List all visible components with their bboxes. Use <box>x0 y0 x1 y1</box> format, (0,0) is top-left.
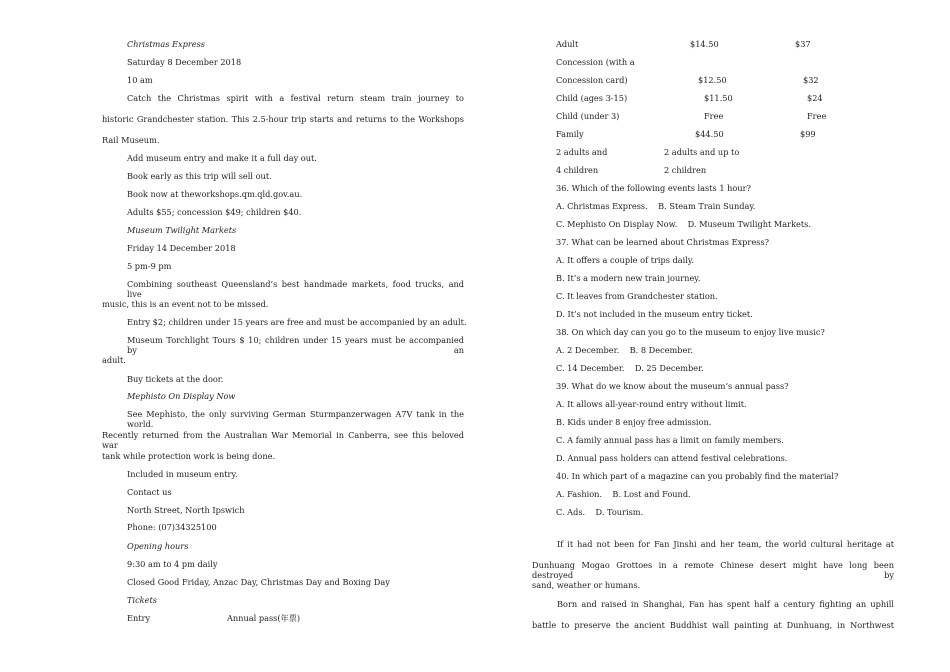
twilight-markets-title: Museum Twilight Markets <box>127 225 237 235</box>
tickets-title: Tickets <box>127 595 157 605</box>
question-37: 37. What can be learned about Christmas Express? <box>556 237 769 247</box>
mephisto-title: Mephisto On Display Now <box>127 391 236 401</box>
question-38-options-cd: C. 14 December. D. 25 December. <box>556 363 704 373</box>
question-39-option-c: C. A family annual pass has a limit on family members. <box>556 435 784 445</box>
question-39-option-b: B. Kids under 8 enjoy free admission. <box>556 417 712 427</box>
ticket-row-entry: 2 adults and up to <box>664 147 740 157</box>
question-37-option-b: B. It’s a modern new train journey. <box>556 273 701 283</box>
contact-address: North Street, North Ipswich <box>127 505 245 515</box>
twilight-markets-time: 5 pm-9 pm <box>127 261 172 271</box>
tickets-header-annual-pass: Annual pass(年票) <box>227 613 301 623</box>
ticket-row-label: Concession card) <box>556 75 628 85</box>
twilight-markets-desc-line1: Combining southeast Queensland’s best handmade markets, food trucks, and live <box>127 279 464 299</box>
question-38-options-ab: A. 2 December. B. 8 December. <box>556 345 693 355</box>
torchlight-tours-line2: adult. <box>102 355 126 365</box>
question-38: 38. On which day can you go to the museum to enjoy live music? <box>556 327 825 337</box>
ticket-row-entry: $14.50 <box>690 39 719 49</box>
ticket-row-label: Child (ages 3-15) <box>556 93 628 103</box>
christmas-express-desc-line3: Rail Museum. <box>102 135 160 145</box>
question-39-option-d: D. Annual pass holders can attend festival celebrations. <box>556 453 788 463</box>
ticket-row-pass: $32 <box>803 75 819 85</box>
question-37-option-d: D. It’s not included in the museum entry ticket. <box>556 309 753 319</box>
christmas-express-add-entry: Add museum entry and make it a full day out. <box>127 153 317 163</box>
twilight-markets-desc-line2: music, this is an event not to be missed. <box>102 299 269 309</box>
passage-c-p1-line1: If it had not been for Fan Jinshi and her team, the world cultural heritage at <box>557 539 894 549</box>
christmas-express-desc-line2: historic Grandchester station. This 2.5-hour trip starts and returns to the Workshops <box>102 114 464 124</box>
mephisto-desc-line1: See Mephisto, the only surviving German Sturmpanzerwagen A7V tank in the world. <box>127 409 464 429</box>
ticket-row-entry: Free <box>704 111 724 121</box>
contact-title: Contact us <box>127 487 172 497</box>
ticket-row-entry: 2 children <box>664 165 707 175</box>
mephisto-desc-line2: Recently returned from the Australian War Memorial in Canberra, see this beloved war <box>102 430 464 450</box>
christmas-express-book-early: Book early as this trip will sell out. <box>127 171 272 181</box>
ticket-row-entry: $12.50 <box>698 75 727 85</box>
christmas-express-book-now: Book now at theworkshops.qm.qld.gov.au. <box>127 189 303 199</box>
passage-c-p1-line3: sand, weather or humans. <box>532 580 641 590</box>
christmas-express-title: Christmas Express <box>127 39 206 49</box>
christmas-express-desc-line1: Catch the Christmas spirit with a festival return steam train journey to <box>127 93 464 103</box>
mephisto-included: Included in museum entry. <box>127 469 238 479</box>
ticket-row-label: 4 children <box>556 165 599 175</box>
question-36-options-ab: A. Christmas Express. B. Steam Train Sunday. <box>556 201 756 211</box>
christmas-express-prices: Adults $55; concession $49; children $40. <box>127 207 302 217</box>
question-36-options-cd: C. Mephisto On Display Now. D. Museum Twilight Markets. <box>556 219 811 229</box>
ticket-row-pass: $99 <box>800 129 816 139</box>
question-40-options-ab: A. Fashion. B. Lost and Found. <box>556 489 691 499</box>
ticket-row-pass: $24 <box>807 93 823 103</box>
ticket-row-entry: $44.50 <box>695 129 724 139</box>
ticket-row-label: Child (under 3) <box>556 111 620 121</box>
christmas-express-date: Saturday 8 December 2018 <box>127 57 242 67</box>
ticket-row-entry: $11.50 <box>704 93 733 103</box>
twilight-markets-entry: Entry $2; children under 15 years are free and must be accompanied by an adult. <box>127 317 467 327</box>
question-37-option-c: C. It leaves from Grandchester station. <box>556 291 718 301</box>
question-39-option-a: A. It allows all-year-round entry without limit. <box>556 399 747 409</box>
torchlight-tours-line1: Museum Torchlight Tours $ 10; children under 15 years must be accompanied by an <box>127 335 464 355</box>
mephisto-desc-line3: tank while protection work is being done. <box>102 451 276 461</box>
tickets-header-entry: Entry <box>127 613 151 623</box>
ticket-row-label: Concession (with a <box>556 57 635 67</box>
question-40: 40. In which part of a magazine can you probably find the material? <box>556 471 839 481</box>
ticket-row-pass: $37 <box>795 39 811 49</box>
question-39: 39. What do we know about the museum’s annual pass? <box>556 381 789 391</box>
contact-phone: Phone: (07)34325100 <box>127 522 217 532</box>
twilight-markets-date: Friday 14 December 2018 <box>127 243 236 253</box>
opening-hours-closed: Closed Good Friday, Anzac Day, Christmas Day and Boxing Day <box>127 577 390 587</box>
buy-tickets-door: Buy tickets at the door. <box>127 374 224 384</box>
passage-c-p2-line2: battle to preserve the ancient Buddhist wall painting at Dunhuang, in Northwest <box>532 620 894 630</box>
ticket-row-label: Family <box>556 129 584 139</box>
question-36: 36. Which of the following events lasts 1 hour? <box>556 183 751 193</box>
question-40-options-cd: C. Ads. D. Tourism. <box>556 507 644 517</box>
ticket-row-label: Adult <box>556 39 579 49</box>
passage-c-p1-line2: Dunhuang Mogao Grottoes in a remote Chinese desert might have long been destroyed by <box>532 560 894 580</box>
ticket-row-label: 2 adults and <box>556 147 608 157</box>
opening-hours-title: Opening hours <box>127 541 189 551</box>
ticket-row-pass: Free <box>807 111 827 121</box>
question-37-option-a: A. It offers a couple of trips daily. <box>556 255 695 265</box>
passage-c-p2-line1: Born and raised in Shanghai, Fan has spent half a century fighting an uphill <box>557 599 894 609</box>
christmas-express-time: 10 am <box>127 75 153 85</box>
opening-hours-daily: 9:30 am to 4 pm daily <box>127 559 218 569</box>
